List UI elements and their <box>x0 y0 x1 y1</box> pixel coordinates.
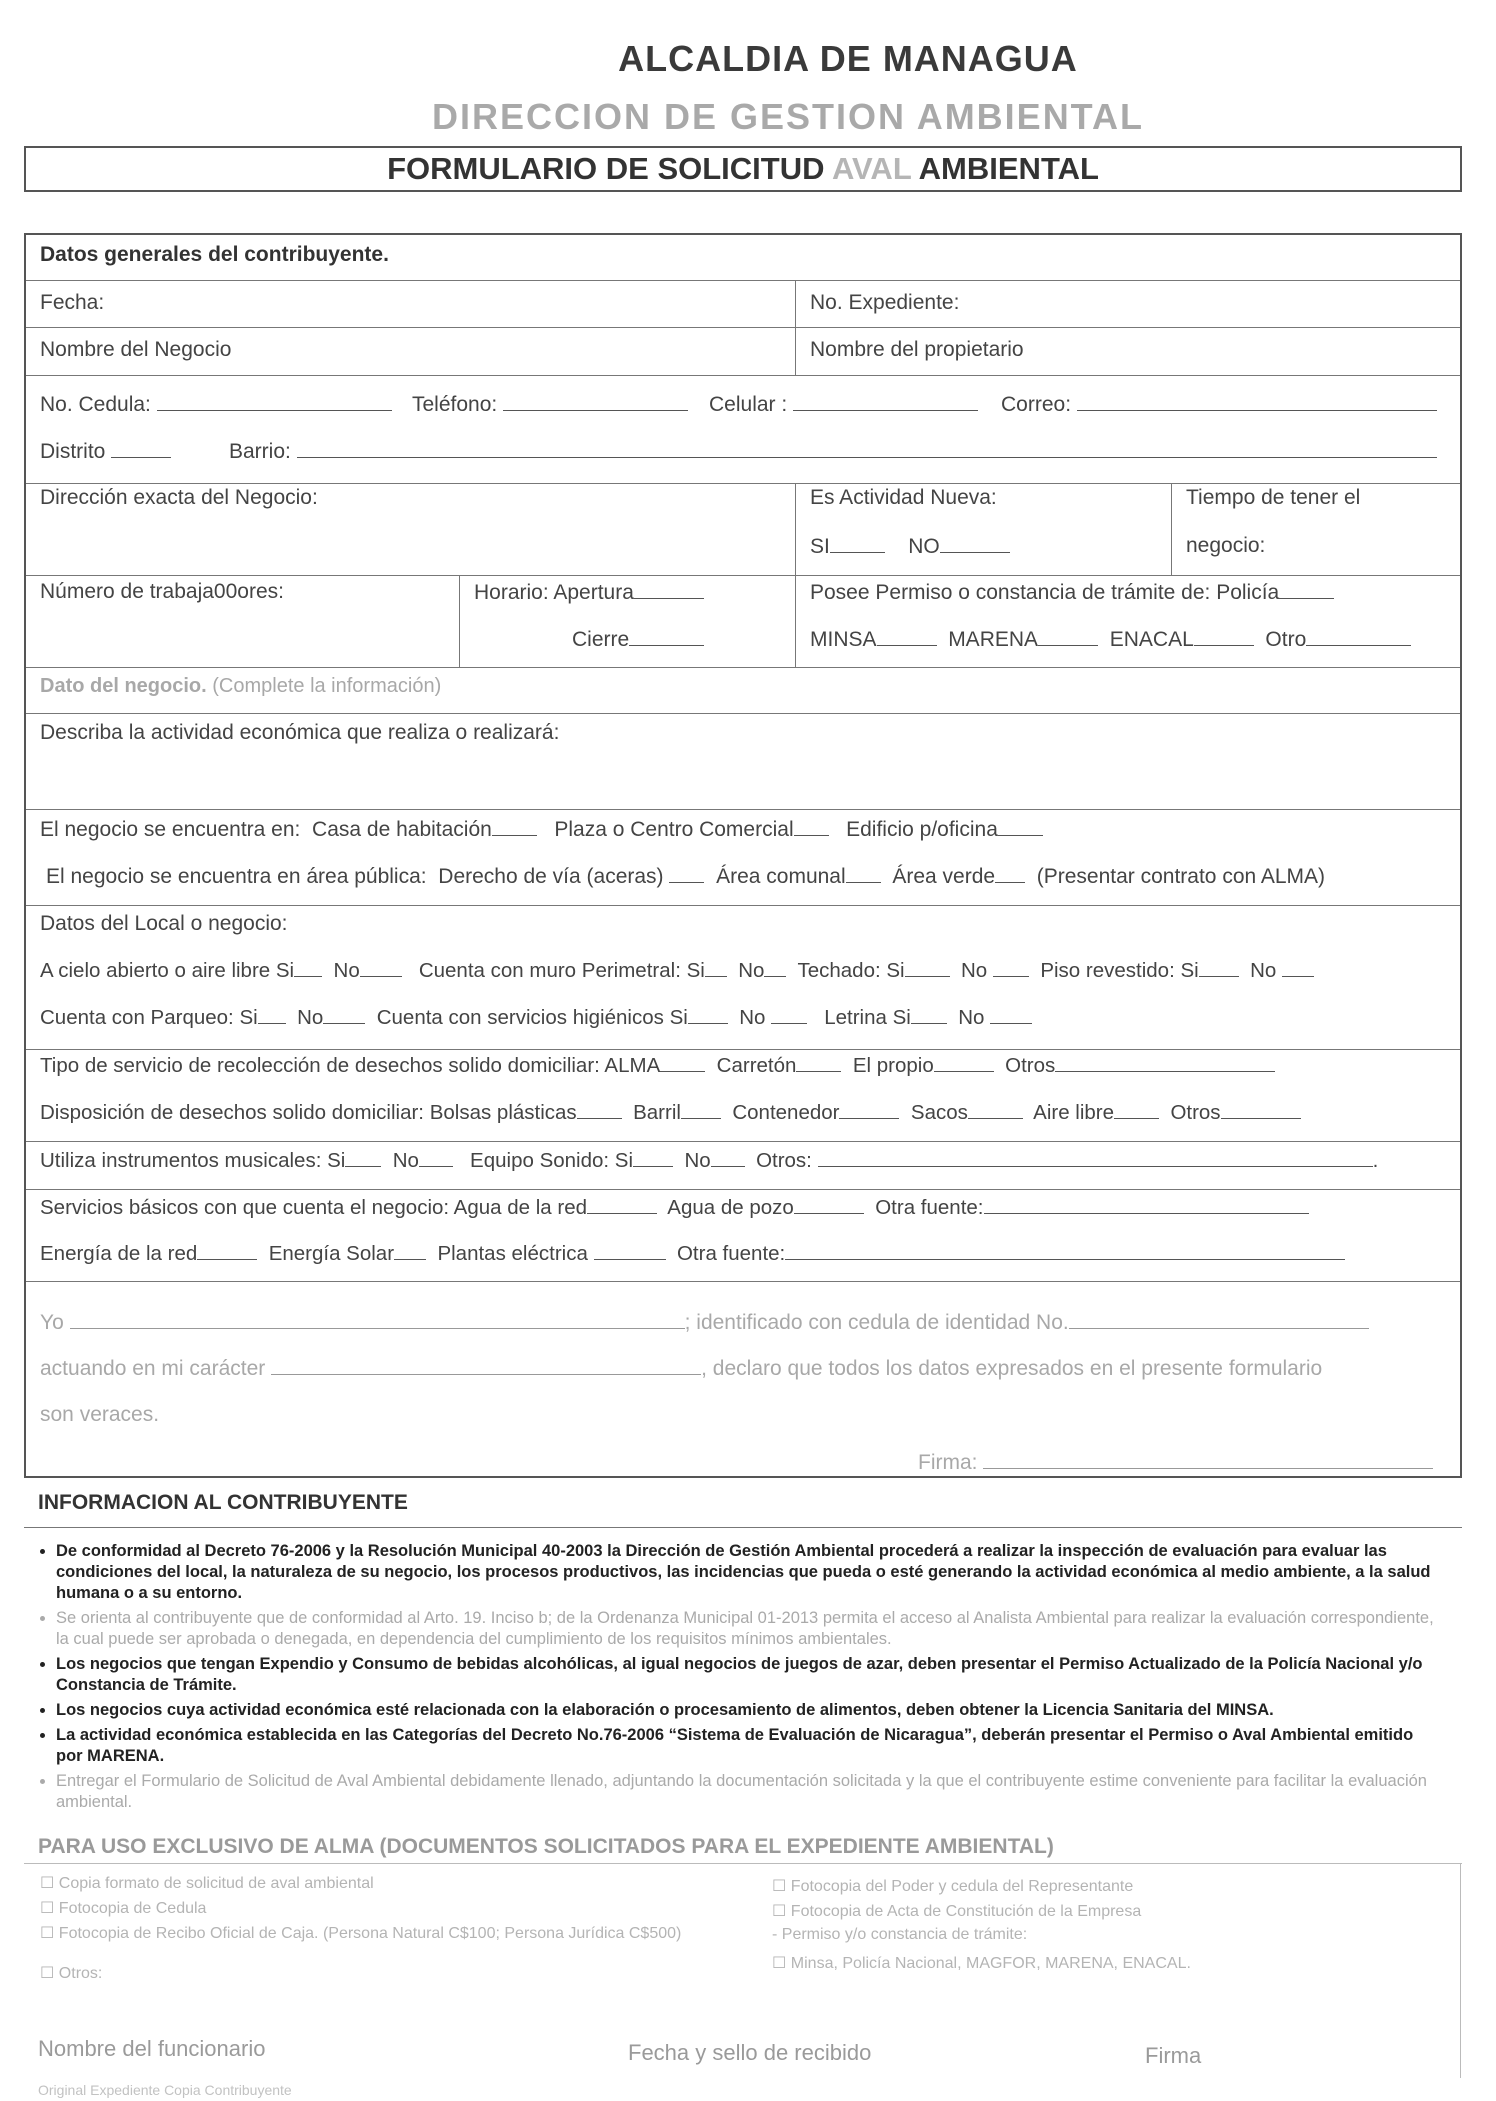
actividad-nueva-options[interactable] <box>810 534 1010 559</box>
form-title-part3: AMBIENTAL <box>918 151 1099 186</box>
exclusivo-left-4[interactable]: ☐ Otros: <box>40 1965 103 1982</box>
distrito-field[interactable] <box>40 439 171 464</box>
org-title: ALCALDIA DE MANAGUA <box>618 38 1078 79</box>
info-item-5: • La actividad económica establecida en las Categorías del Decreto No.76-2006 “Sistema de Evaluación de Nicaragua”, deberán presentar el Permiso o Aval Ambiental emitido por MARENA. <box>56 1725 1438 1767</box>
servicios-row[interactable]: Servicios básicos con que cuenta el negocio: Agua de la red Agua de pozo Otra fuente: <box>40 1195 1309 1220</box>
si-label: SI <box>810 535 830 558</box>
permiso-options[interactable] <box>810 627 1411 652</box>
business-name-label: Nombre del Negocio <box>40 338 232 361</box>
celular-label: Celular : <box>709 393 788 416</box>
exclusivo-right-2[interactable]: ☐ Fotocopia de Acta de Constitución de la Empresa <box>772 1903 1142 1920</box>
form-title-part1: FORMULARIO DE SOLICITUD <box>387 151 825 186</box>
copy-footer: Original Expediente Copia Contribuyente <box>38 2082 292 2098</box>
local-row-2[interactable]: Cuenta con Parqueo: Si No Cuenta con servicios higiénicos Si No Letrina Si No <box>40 1005 1032 1030</box>
local-row-1[interactable]: A cielo abierto o aire libre Si No Cuenta con muro Perimetral: Si No Techado: Si No Piso revestido: Si No <box>40 958 1314 983</box>
minsa-label: MINSA <box>810 628 877 651</box>
enacal-label: ENACAL <box>1109 628 1194 651</box>
owner-name-label: Nombre del propietario <box>810 338 1024 361</box>
apertura-label: Horario: Apertura <box>474 581 634 604</box>
cedula-label: No. Cedula: <box>40 393 151 416</box>
declaracion-row-1[interactable]: Yo ; identificado con cedula de identidad No. <box>40 1310 1369 1335</box>
direccion-label: Dirección exacta del Negocio: <box>40 486 318 509</box>
correo-label: Correo: <box>1001 393 1072 416</box>
disposicion-row[interactable]: Disposición de desechos solido domiciliar: Bolsas plásticas Barril Contenedor Sacos Aire libre Otros <box>40 1100 1301 1125</box>
department-title: DIRECCION DE GESTION AMBIENTAL <box>431 96 1144 137</box>
no-label: NO <box>908 535 940 558</box>
area-publica-row[interactable]: El negocio se encuentra en área pública: Derecho de vía (aceras) Área comunal Área verde (Presentar contrato con ALMA) <box>46 865 1326 888</box>
fecha-label: Fecha: <box>40 291 105 314</box>
main-form <box>24 233 1462 1478</box>
declaracion-row-2[interactable]: actuando en mi carácter , declaro que todos los datos expresados en el presente formulario <box>40 1357 1323 1380</box>
actividad-nueva-label: Es Actividad Nueva: <box>810 486 997 509</box>
fecha-sello-label: Fecha y sello de recibido <box>628 2040 872 2065</box>
firma-label: Firma <box>1145 2043 1202 2068</box>
exclusivo-left-3[interactable]: ☐ Fotocopia de Recibo Oficial de Caja. (Persona Natural C$100; Persona Jurídica C$500) <box>40 1925 682 1942</box>
apertura-field[interactable] <box>474 580 704 605</box>
info-item-1: • De conformidad al Decreto 76-2006 y la Resolución Municipal 40-2003 la Dirección de Gestión Ambiental procederá a realizar la inspección de evaluación para evaluar las condiciones del local, la naturaleza de su negocio, los procesos productivos, las incidencias que pueda o esté generando la actividad económica al medio ambiente, a la salud humana o a su entorno. <box>56 1541 1438 1604</box>
telefono-field[interactable] <box>412 392 688 417</box>
ubicacion-row[interactable]: El negocio se encuentra en: Casa de habitación Plaza o Centro Comercial Edificio p/oficina <box>40 817 1043 842</box>
cierre-field[interactable] <box>572 627 704 652</box>
tiempo-label-1: Tiempo de tener el <box>1186 486 1361 509</box>
general-data-heading: Datos generales del contribuyente. <box>40 243 389 266</box>
otro-label: Otro <box>1265 628 1307 651</box>
correo-field[interactable] <box>1001 392 1437 417</box>
permiso-policia-field[interactable] <box>810 580 1334 605</box>
instrumentos-row[interactable]: Utiliza instrumentos musicales: Si No Equipo Sonido: Si No Otros: . <box>40 1149 1379 1172</box>
declaracion-veraces: son veraces. <box>40 1403 160 1426</box>
describa-label: Describa la actividad económica que realiza o realizará: <box>40 721 560 744</box>
permiso-label: Posee Permiso o constancia de trámite de: Policía <box>810 581 1280 604</box>
distrito-label: Distrito <box>40 440 106 463</box>
info-item-2: • Se orienta al contribuyente que de conformidad al Arto. 19. Inciso b; de la Ordenanza Municipal 01-2013 permita el acceso al Analista Ambiental para realizar la evaluación correspondiente, la cual puede ser aprobada o denegada, en dependencia del cumplimiento de los requisitos mínimos ambientales. <box>56 1608 1438 1650</box>
exclusivo-left-2[interactable]: ☐ Fotocopia de Cedula <box>40 1900 207 1917</box>
info-item-3: • Los negocios que tengan Expendio y Consumo de bebidas alcohólicas, al igual negocios de juegos de azar, deben presentar el Permiso Actualizado de la Policía Nacional y/o Constancia de Trámite. <box>56 1654 1438 1696</box>
tiempo-label-2: negocio: <box>1186 534 1266 557</box>
business-data-heading: Dato del negocio. (Complete la información) <box>40 675 442 697</box>
recoleccion-row[interactable]: Tipo de servicio de recolección de desechos solido domiciliar: ALMA Carretón El propio Otros <box>40 1053 1275 1078</box>
exclusivo-right-4[interactable]: ☐ Minsa, Policía Nacional, MAGFOR, MARENA, ENACAL. <box>772 1955 1191 1972</box>
celular-field[interactable] <box>709 392 978 417</box>
barrio-field[interactable] <box>229 439 1437 464</box>
datos-local-label: Datos del Local o negocio: <box>40 912 288 935</box>
telefono-label: Teléfono: <box>412 393 498 416</box>
cierre-label: Cierre <box>572 628 630 651</box>
trabajadores-label: Número de trabaja00ores: <box>40 580 284 603</box>
info-heading: INFORMACION AL CONTRIBUYENTE <box>38 1491 408 1514</box>
form-title-part2: AVAL <box>831 151 912 186</box>
cedula-field[interactable] <box>40 392 392 417</box>
info-item-6: • Entregar el Formulario de Solicitud de Aval Ambiental debidamente llenado, adjuntando la documentación solicitada y la que el contribuyente estime conveniente para facilitar la evaluación ambiental. <box>56 1771 1438 1813</box>
declaracion-firma[interactable]: Firma: <box>918 1450 1433 1475</box>
form-title <box>24 146 1462 192</box>
info-item-4: • Los negocios cuya actividad económica esté relacionada con la elaboración o procesamiento de alimentos, deben obtener la Licencia Sanitaria del MINSA. <box>56 1700 1438 1721</box>
exclusivo-heading: PARA USO EXCLUSIVO DE ALMA (DOCUMENTOS SOLICITADOS PARA EL EXPEDIENTE AMBIENTAL) <box>38 1835 1054 1858</box>
exclusivo-left-1[interactable]: ☐ Copia formato de solicitud de aval ambiental <box>40 1875 374 1892</box>
expediente-label: No. Expediente: <box>810 291 960 314</box>
info-list <box>38 1541 1438 1817</box>
exclusivo-right-3: - Permiso y/o constancia de trámite: <box>772 1926 1028 1943</box>
barrio-label: Barrio: <box>229 440 291 463</box>
energia-row[interactable]: Energía de la red Energía Solar Plantas eléctrica Otra fuente: <box>40 1241 1345 1266</box>
marena-label: MARENA <box>948 628 1039 651</box>
funcionario-label: Nombre del funcionario <box>38 2036 266 2061</box>
exclusivo-right-1[interactable]: ☐ Fotocopia del Poder y cedula del Representante <box>772 1878 1134 1895</box>
